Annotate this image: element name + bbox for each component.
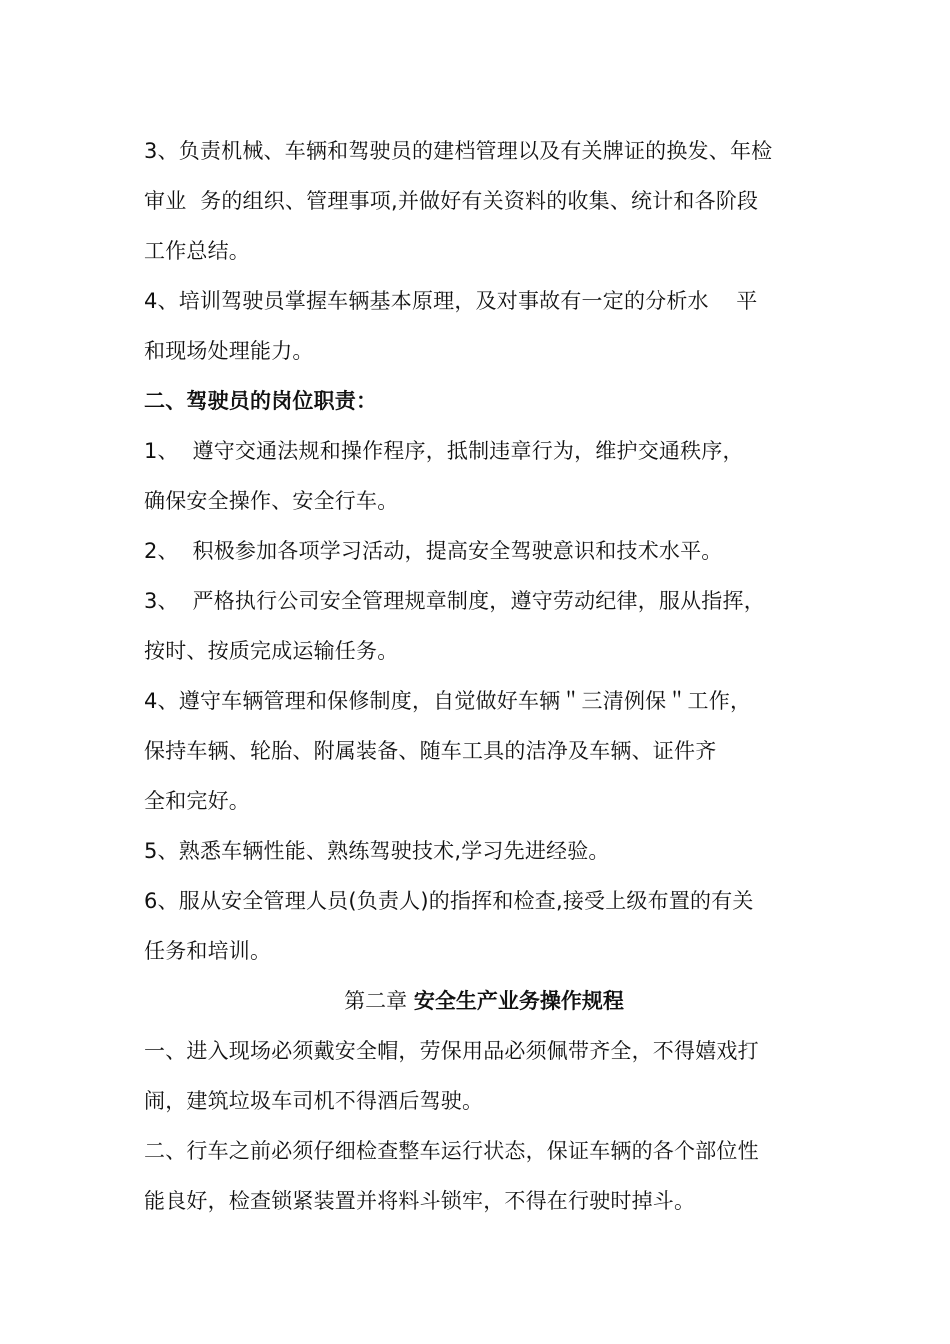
paragraph-line: 1、 遵守交通法规和操作程序，抵制违章行为，维护交通秩序，: [144, 439, 744, 463]
paragraph-line: 能良好，检查锁紧装置并将料斗锁牢，不得在行驶时掉斗。: [144, 1189, 696, 1213]
paragraph-line: 审业 务的组织、管理事项,并做好有关资料的收集、统计和各阶段: [144, 189, 759, 213]
paragraph-line: 确保安全操作、安全行车。: [144, 489, 399, 513]
paragraph-line: 保持车辆、轮胎、附属装备、随车工具的洁净及车辆、证件齐: [144, 739, 717, 763]
paragraph-line: 闹，建筑垃圾车司机不得酒后驾驶。: [144, 1089, 484, 1113]
paragraph-line: 二、行车之前必须仔细检查整车运行状态，保证车辆的各个部位性: [144, 1139, 759, 1163]
paragraph-line: 全和完好。: [144, 789, 250, 813]
paragraph-line: 工作总结。: [144, 239, 250, 263]
chapter-heading: [144, 976, 824, 1026]
paragraph-line: 5、熟悉车辆性能、熟练驾驶技术,学习先进经验。: [144, 839, 610, 863]
paragraph-line: 按时、按质完成运输任务。: [144, 639, 399, 663]
paragraph-line: 6、服从安全管理人员(负责人)的指挥和检查,接受上级布置的有关: [144, 889, 754, 913]
paragraph-line: 2、 积极参加各项学习活动，提高安全驾驶意识和技术水平。: [144, 539, 723, 563]
paragraph-line: 4、培训驾驶员掌握车辆基本原理，及对事故有一定的分析水 平: [144, 289, 758, 313]
chapter-title: 安全生产业务操作规程: [413, 989, 624, 1013]
paragraph-line: 4、遵守车辆管理和保修制度，自觉做好车辆＂三清例保＂工作，: [144, 689, 752, 713]
paragraph-line: 一、进入现场必须戴安全帽，劳保用品必须佩带齐全，不得嬉戏打: [144, 1039, 759, 1063]
chapter-number: 第二章: [344, 989, 414, 1013]
section-heading: 二、驾驶员的岗位职责：: [144, 389, 378, 413]
document-body: [144, 126, 824, 1226]
paragraph-line: 3、负责机械、车辆和驾驶员的建档管理以及有关牌证的换发、年检: [144, 139, 773, 163]
paragraph-line: 任务和培训。: [144, 939, 272, 963]
paragraph-line: 3、 严格执行公司安全管理规章制度，遵守劳动纪律，服从指挥，: [144, 589, 765, 613]
paragraph-line: 和现场处理能力。: [144, 339, 314, 363]
